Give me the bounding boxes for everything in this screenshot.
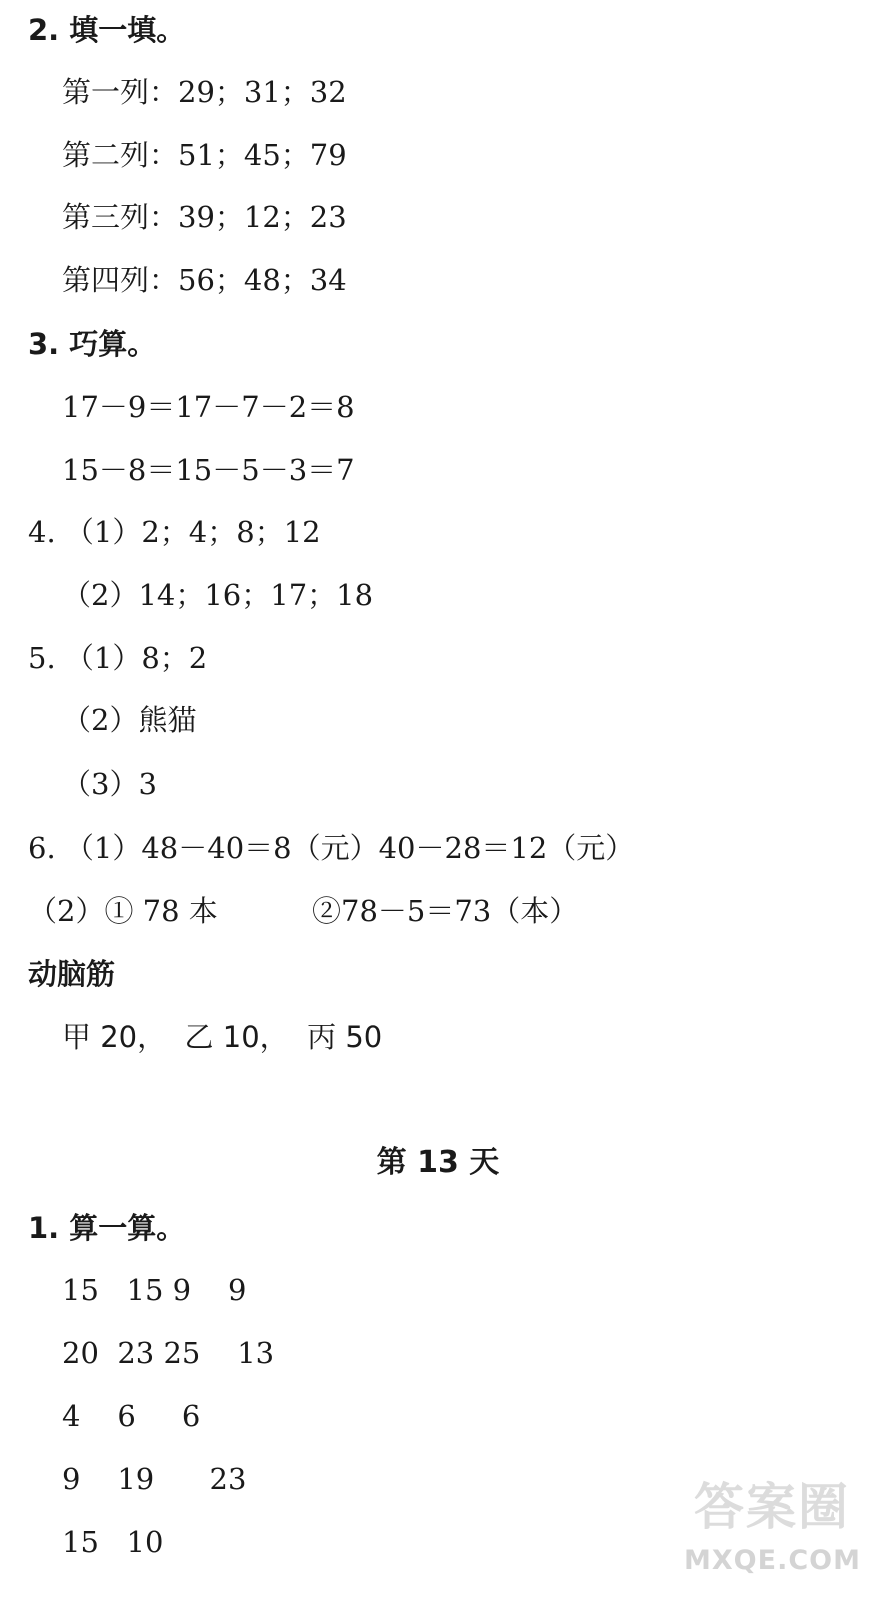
site-watermark <box>684 1476 860 1586</box>
section-clever-calc-heading: 3. 巧算。 <box>28 327 157 361</box>
answer-line: 20 23 25 13 <box>62 1336 275 1370</box>
answer-line: 6. （1）48－40＝8（元）40－28＝12（元） <box>28 831 635 865</box>
watermark-text: 答案圈 <box>694 1478 850 1536</box>
brain-teaser-heading: 动脑筋 <box>28 957 116 991</box>
answer-line: ②78－5＝73（本） <box>312 894 579 928</box>
answer-line: 4 6 6 <box>62 1399 201 1433</box>
answer-line: 第四列：56；48；34 <box>62 263 347 297</box>
answer-line: 15 10 <box>62 1525 164 1559</box>
answer-line: （3）3 <box>62 767 157 801</box>
watermark-url: MXQE.COM <box>684 1545 861 1576</box>
answer-line: 第一列：29；31；32 <box>62 75 347 109</box>
answer-line: （2）① 78 本 <box>28 894 218 928</box>
day-title: 第 13 天 <box>376 1145 500 1180</box>
answer-line: （2）熊猫 <box>62 703 197 737</box>
answer-line: 9 19 23 <box>62 1462 247 1496</box>
answer-line: 17－9＝17－7－2＝8 <box>62 390 355 424</box>
answer-line: 第三列：39；12；23 <box>62 200 347 234</box>
answer-line: 15 15 9 9 <box>62 1273 247 1307</box>
answer-line: 第二列：51；45；79 <box>62 138 347 172</box>
answer-line: （2）14；16；17；18 <box>62 578 374 612</box>
answer-line: 甲 20， 乙 10， 丙 50 <box>62 1020 383 1054</box>
section-fill-in-heading: 2. 填一填。 <box>28 13 186 47</box>
answer-line: 4. （1）2；4；8；12 <box>28 515 321 549</box>
answer-line: 15－8＝15－5－3＝7 <box>62 453 355 487</box>
section-calculate-heading: 1. 算一算。 <box>28 1211 186 1245</box>
answer-line: 5. （1）8；2 <box>28 641 208 675</box>
